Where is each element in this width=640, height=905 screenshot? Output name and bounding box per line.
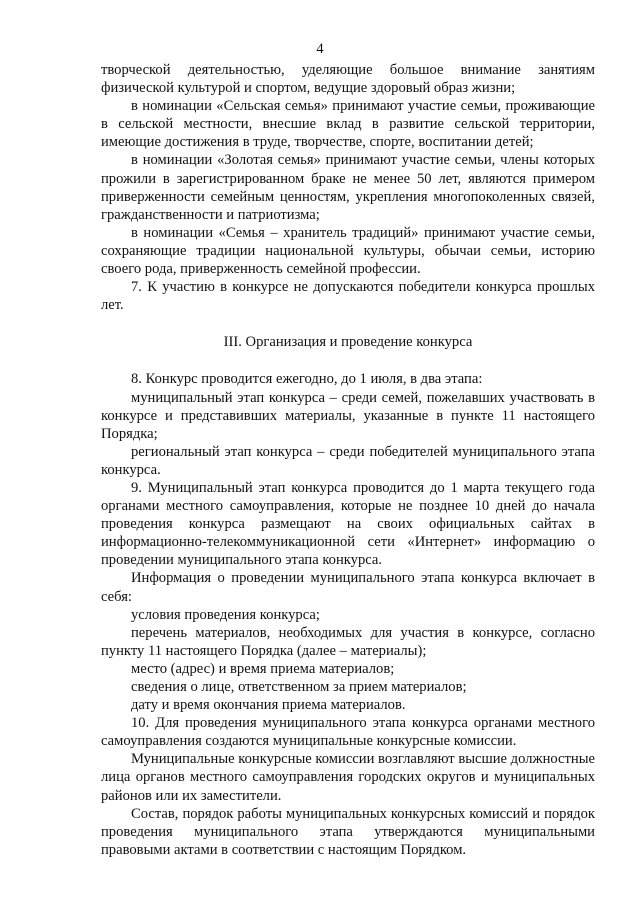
page-number: 4 [316,41,324,57]
paragraph: в номинации «Сельская семья» принимают участие семьи, проживающие в сельской местности, внесшие вклад в развитие сельской территории, имеющие достижения в труде, творчестве, спорте, воспитании детей; [101,98,595,151]
paragraph: 8. Конкурс проводится ежегодно, до 1 июля, в два этапа: [131,371,483,388]
paragraph: место (адрес) и время приема материалов; [131,660,395,677]
paragraph: условия проведения конкурса; [131,606,320,623]
paragraph: дату и время окончания приема материалов. [131,697,406,714]
document-body [101,61,595,859]
paragraph: в номинации «Семья – хранитель традиций» принимают участие семьи, сохраняющие традиции национальной культуры, обычаи семьи, историю своего рода, приверженность семейной профессии. [101,224,595,278]
paragraph: в номинации «Золотая семья» принимают участие семьи, члены которых прожили в зарегистрированном браке не менее 50 лет, являются примером приверженности семейным ценностям, укрепления многопоколенных связей, гражданственности и патриотизма; [101,152,595,223]
paragraph: Состав, порядок работы муниципальных конкурсных комиссий и порядок проведения муниципального этапа утверждаются муниципальными правовыми актами в соответствии с настоящим Порядком. [101,805,595,858]
paragraph: перечень материалов, необходимых для участия в конкурсе, согласно пункту 11 настоящего Порядка (далее – материалы); [101,624,595,659]
paragraph: 9. Муниципальный этап конкурса проводится до 1 марта текущего года органами местного самоуправления, которые не позднее 10 дней до начала проведения конкурса размещают на своих официальных сайтах в информационно-телекоммуникационной сети «Интернет» информацию о проведении муниципального этапа конкурса. [101,479,595,569]
paragraph: муниципальный этап конкурса – среди семей, пожелавших участвовать в конкурсе и представивших материалы, указанные в пункте 11 настоящего Порядка; [101,389,595,442]
paragraph: творческой деятельностью, уделяющие большое внимание занятиям физической культурой и спортом, ведущие здоровый образ жизни; [101,62,595,97]
paragraph: Информация о проведении муниципального этапа конкурса включает в себя: [101,570,595,605]
paragraph: Муниципальные конкурсные комиссии возглавляют высшие должностные лица органов местного самоуправления городских округов и муниципальных районов или их заместители. [101,751,595,804]
paragraph: 10. Для проведения муниципального этапа конкурса органами местного самоуправления создаются муниципальные конкурсные комиссии. [101,715,595,750]
paragraph: региональный этап конкурса – среди победителей муниципального этапа конкурса. [101,443,595,478]
paragraph: сведения о лице, ответственном за прием материалов; [131,679,467,695]
section-heading: III. Организация и проведение конкурса [223,334,473,351]
paragraph: 7. К участию в конкурсе не допускаются победители конкурса прошлых лет. [101,279,595,314]
